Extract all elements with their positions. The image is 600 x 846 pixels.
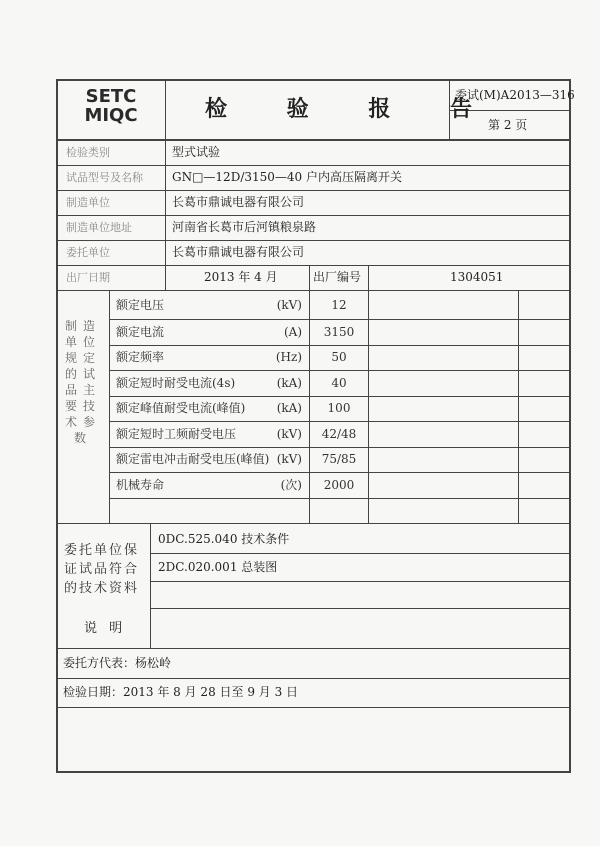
- maker-value: 长葛市鼎诚电器有限公司: [172, 195, 305, 209]
- model-label: 试品型号及名称: [66, 171, 143, 184]
- spec-unit: (kV): [276, 452, 302, 466]
- maker-label: 制造单位: [66, 196, 110, 209]
- doc-item: 2DC.020.001 总装图: [158, 560, 278, 574]
- serial-value: 1304051: [450, 270, 504, 284]
- manufacture-date-value: 2013 年 4 月: [204, 270, 278, 284]
- spec-side-label: 制造单位规定的试品主要技术参数: [65, 319, 102, 445]
- spec-name: 额定电压: [116, 298, 165, 312]
- spec-name: 额定短时耐受电流(4s): [116, 376, 236, 390]
- spec-name: 额定雷电冲击耐受电压(峰值): [116, 452, 270, 466]
- test-date: 检验日期：2013 年 8 月 28 日至 9 月 3 日: [63, 685, 299, 699]
- report-number: 委试(M)A2013—316: [455, 88, 575, 102]
- serial-label: 出厂编号: [313, 270, 362, 284]
- page-number: 第 2 页: [488, 118, 528, 132]
- spec-unit: (kA): [276, 401, 302, 415]
- doc-item: 0DC.525.040 技术条件: [158, 532, 290, 546]
- spec-unit: (kV): [276, 298, 302, 312]
- logo: [70, 88, 152, 126]
- spec-value: 42/48: [321, 427, 357, 441]
- manufacture-date-label: 出厂日期: [66, 271, 110, 284]
- spec-unit: (kV): [276, 427, 302, 441]
- spec-value: 50: [331, 350, 347, 364]
- logo-line-miqc: MIQC: [84, 104, 138, 126]
- spec-value: 3150: [323, 325, 355, 339]
- client-label: 委托单位: [66, 246, 110, 259]
- docs-label: 委托单位保证试品符合的技术资料: [64, 543, 140, 596]
- client-representative: 委托方代表：杨松岭: [63, 656, 172, 670]
- spec-name: 机械寿命: [116, 478, 165, 492]
- maker-address-label: 制造单位地址: [66, 221, 132, 234]
- spec-name: 额定频率: [116, 350, 165, 364]
- report-title: 检 验 报 告: [205, 96, 498, 122]
- logo-line-setc: SETC: [85, 86, 137, 107]
- maker-address-value: 河南省长葛市后河镇粮泉路: [172, 220, 317, 234]
- spec-value: 75/85: [321, 452, 357, 466]
- spec-unit: (kA): [276, 376, 302, 390]
- category-value: 型式试验: [172, 145, 221, 159]
- spec-value: 2000: [323, 478, 355, 492]
- spec-name: 额定电流: [116, 325, 165, 339]
- category-label: 检验类别: [66, 146, 110, 159]
- client-value: 长葛市鼎诚电器有限公司: [172, 245, 305, 259]
- spec-unit: (次): [280, 478, 302, 492]
- spec-unit: (Hz): [275, 350, 302, 364]
- spec-value: 40: [331, 376, 347, 390]
- model-value: GN□—12D/3150—40 户内高压隔离开关: [172, 170, 402, 184]
- spec-value: 100: [327, 401, 351, 415]
- spec-name: 额定峰值耐受电流(峰值): [116, 401, 246, 415]
- notes-label: 说 明: [84, 621, 127, 636]
- spec-unit: (A): [283, 325, 302, 339]
- spec-name: 额定短时工频耐受电压: [116, 427, 237, 441]
- spec-value: 12: [331, 298, 347, 312]
